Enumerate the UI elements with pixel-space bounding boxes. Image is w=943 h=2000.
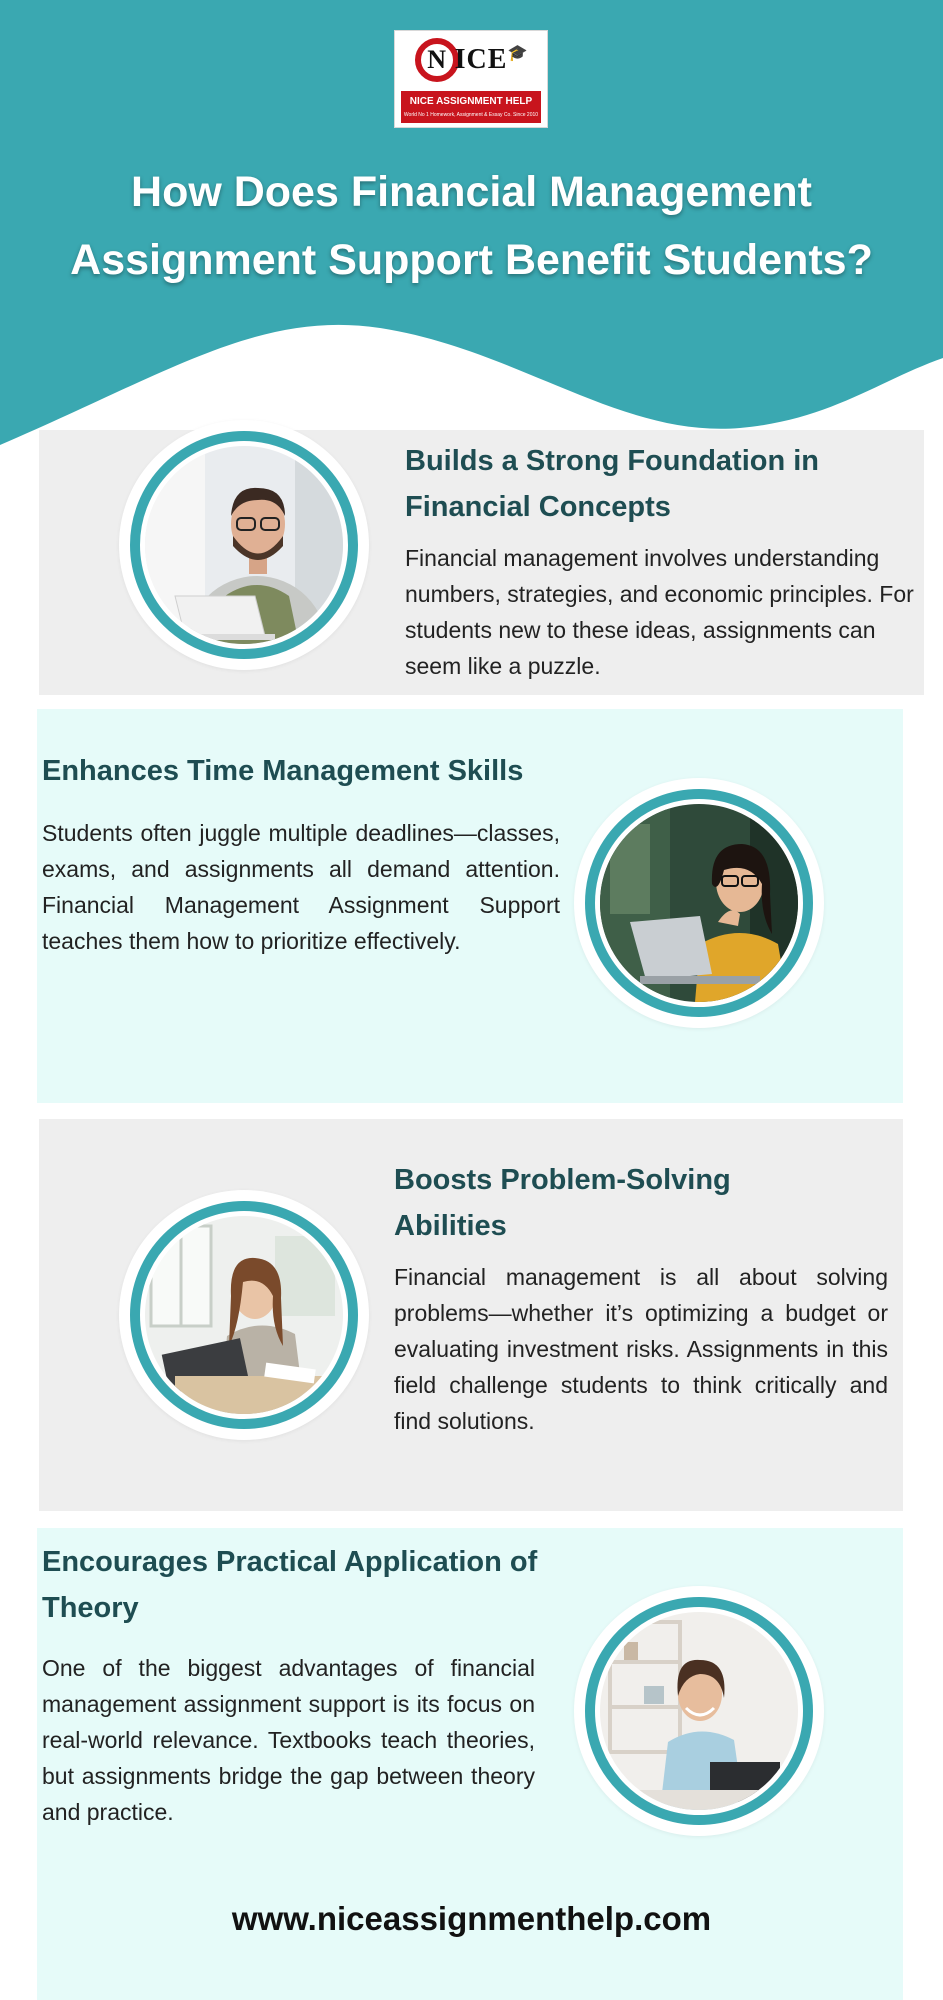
graduation-cap-icon: 🎓 bbox=[507, 45, 528, 62]
page-title bbox=[40, 158, 903, 294]
section-heading-3: Boosts Problem-Solving Abilities bbox=[394, 1164, 731, 1242]
section-heading-2: Enhances Time Management Skills bbox=[42, 755, 524, 787]
logo-tagline: World No 1 Homework, Assignment & Essay Co. Since 2010 bbox=[403, 112, 539, 118]
header-banner bbox=[0, 0, 943, 450]
section-text-3: Financial management is all about solving problems—whether it’s optimizing a budget or evaluating investment risks. Assignments in this field challenge students to think critically and find solutions. bbox=[394, 1264, 888, 1434]
logo-band bbox=[401, 91, 541, 123]
logo-word: ICE bbox=[454, 44, 508, 75]
smiling-woman-laptop-photo bbox=[574, 1586, 824, 1836]
section-text-2: Students often juggle multiple deadlines—classes, exams, and assignments all demand attention. Financial Management Assignment Support teaches them how to prioritize effectively. bbox=[42, 820, 560, 954]
logo-letter: N bbox=[415, 38, 459, 82]
woman-with-laptop-photo bbox=[574, 778, 824, 1028]
section-heading-4: Encourages Practical Application of Theory bbox=[42, 1546, 538, 1624]
page-title-line-1: How Does Financial Management bbox=[131, 168, 812, 216]
logo-band-text: NICE ASSIGNMENT HELP bbox=[409, 96, 533, 107]
man-with-laptop-photo bbox=[119, 420, 369, 670]
section-text-1: Financial management involves understanding numbers, strategies, and economic principles. For students new to these ideas, assignments can seem like a puzzle. bbox=[405, 545, 914, 679]
website-link[interactable]: www.niceassignmenthelp.com bbox=[231, 1900, 712, 1937]
section-heading-1: Builds a Strong Foundation in Financial Concepts bbox=[405, 445, 820, 523]
section-text-4: One of the biggest advantages of financial management assignment support is its focus on real-world relevance. Textbooks teach theories, but assignments bridge the gap between theory and practice. bbox=[42, 1655, 535, 1825]
logo[interactable] bbox=[394, 30, 548, 128]
page-title-line-2: Assignment Support Benefit Students? bbox=[70, 236, 873, 284]
student-studying-photo bbox=[119, 1190, 369, 1440]
